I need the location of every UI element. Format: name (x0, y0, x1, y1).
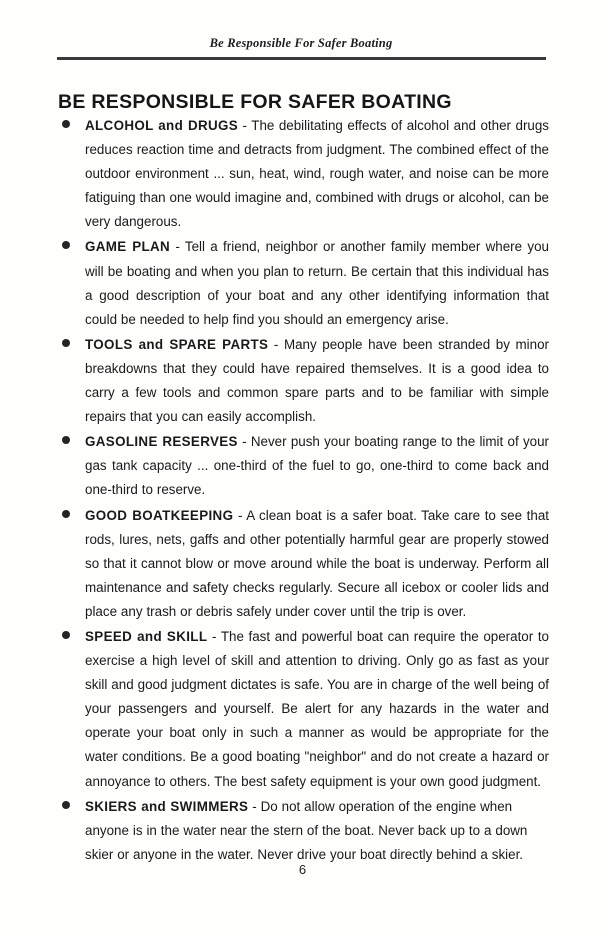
bullet-body-text: - A clean boat is a safer boat. Take care to see that rods, lures, nets, gaffs and other potentially harmful gear are properly stowed so that it cannot blow or move around while the boat is underway. Perform all maintenance and safety checks regularly. Secure all icebox or cooler lids and place any trash or debris safely under cover until the trip is over. (85, 507, 549, 619)
running-head: Be Responsible For Safer Boating (209, 36, 393, 50)
bullet-paragraph (85, 235, 549, 331)
bullet-dot-icon (62, 241, 70, 249)
bullet-paragraph (85, 430, 549, 502)
page-number: 6 (298, 862, 307, 877)
bullet-body-text: - The debilitating effects of alcohol and other drugs reduces reaction time and detracts from judgment. The combined effect of the outdoor environment ... sun, heat, wind, rough water, and noise can be more fatiguing than one would imagine and, combined with drugs or alcohol, can be very dangerous. (85, 118, 549, 230)
bullet-lead-in: TOOLS and SPARE PARTS (85, 336, 269, 352)
bullet-body-text: - Many people have been stranded by minor breakdowns that they could have repaired themselves. It is a good idea to carry a few tools and common spare parts and to be familiar with simple repairs that you can easily accomplish. (85, 336, 549, 425)
bullet-lead-in: ALCOHOL and DRUGS (85, 118, 239, 133)
bullet-lead-in: SPEED and SKILL (85, 628, 208, 644)
bullet-item (57, 625, 549, 794)
bullet-item (57, 504, 549, 624)
bullet-item (57, 235, 549, 331)
bullet-body-text: - Tell a friend, neighbor or another family member where you will be boating and when you plan to return. Be certain that this individual has a good description of your boat and any other identifying information that could be needed to help find you should an emergency arise. (85, 239, 549, 327)
bullet-item (57, 333, 549, 429)
bullet-item (57, 430, 549, 502)
bullet-dot-icon (62, 801, 70, 809)
bullet-list (57, 114, 549, 868)
bullet-lead-in: GOOD BOATKEEPING (85, 507, 234, 523)
bullet-item (57, 795, 549, 867)
bullet-paragraph (85, 625, 549, 794)
bullet-lead-in: GASOLINE RESERVES (85, 434, 238, 450)
bullet-body-text: - The fast and powerful boat can require the operator to exercise a high level of skill and attention to driving. Only go as fast as your skill and good judgment dictates is safe. You are in charge of the well being of your passengers and yourself. Be alert for any hazards in the water and operate your boat only in such a manner as would be appropriate for the water conditions. Be a good boating "neighbor" and do not create a hazard or annoyance to others. The best safety equipment is your own good judgment. (85, 628, 549, 789)
bullet-dot-icon (62, 510, 70, 518)
bullet-dot-icon (62, 120, 70, 128)
bullet-body-text: - Do not allow operation of the engine when anyone is in the water near the stern of the boat. Never back up to a down skier or anyone in the water. Never drive your boat directly behind a skier. (85, 798, 528, 862)
header-rule (57, 57, 546, 60)
bullet-dot-icon (62, 436, 70, 444)
bullet-dot-icon (62, 339, 70, 347)
bullet-item (57, 114, 549, 234)
bullet-paragraph (85, 114, 549, 234)
bullet-lead-in: GAME PLAN (85, 239, 171, 255)
page-title: BE RESPONSIBLE FOR SAFER BOATING (58, 91, 452, 114)
bullet-body-text: - Never push your boating range to the limit of your gas tank capacity ... one-third of the fuel to go, one-third to come back and one-third to reserve. (85, 434, 549, 498)
bullet-dot-icon (62, 631, 70, 639)
bullet-lead-in: SKIERS and SWIMMERS (85, 798, 249, 814)
bullet-paragraph (85, 333, 549, 429)
bullet-paragraph (85, 504, 549, 624)
bullet-paragraph (85, 795, 549, 867)
